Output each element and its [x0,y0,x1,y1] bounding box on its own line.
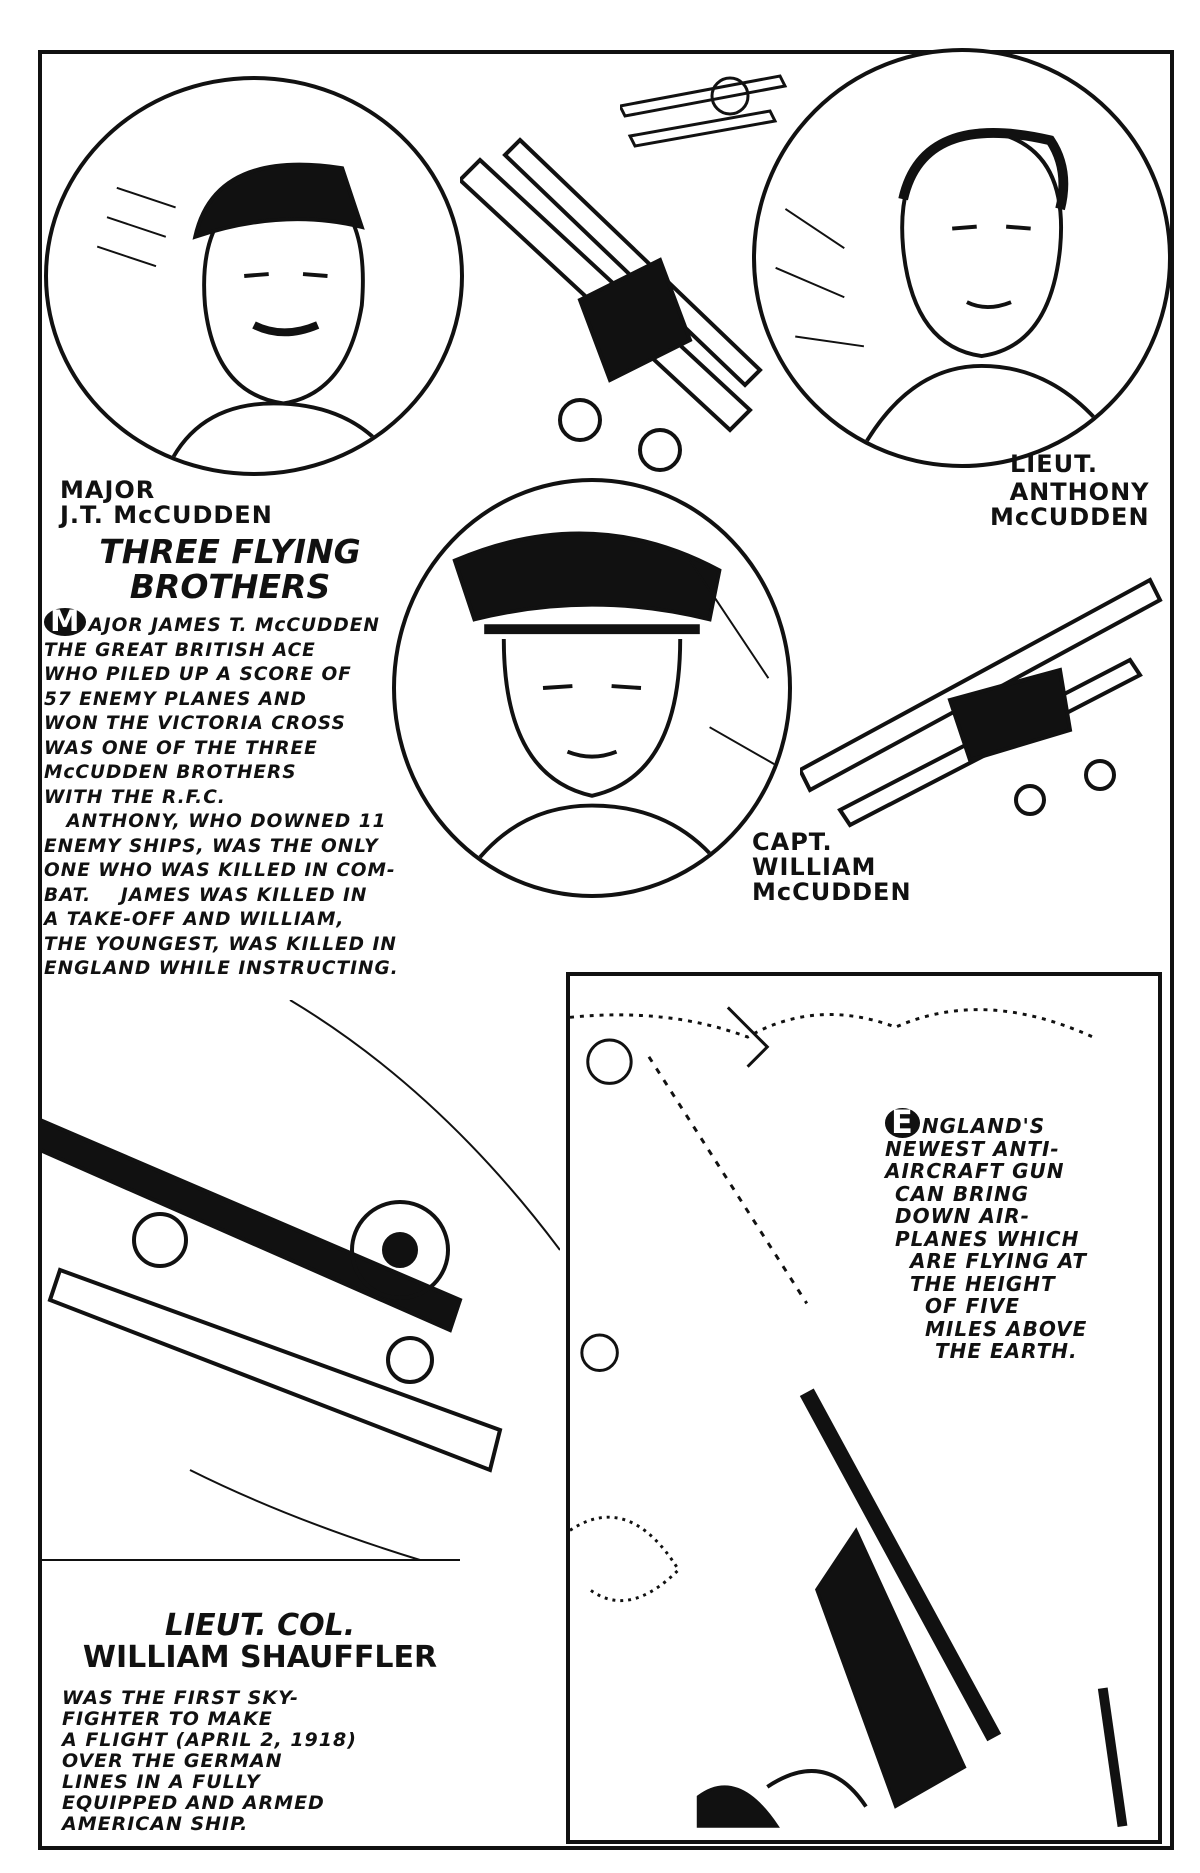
feature-line-9: ENEMY SHIPS, WAS THE ONLY [44,835,379,857]
feature-body [44,604,399,982]
feature-line-11: BAT. JAMES WAS KILLED IN [44,884,368,906]
portrait-william-mccudden [392,478,792,898]
feature-line-2: WHO PILED UP A SCORE OF [44,664,352,685]
shauffler-line-2: A FLIGHT (APRIL 2, 1918) [62,1729,357,1751]
peaked-cap-portrait-illustration [396,482,788,894]
aa-line-9: MILES ABOVE [925,1316,1088,1341]
shauffler-body [62,1688,357,1835]
biplane-icon [620,56,790,176]
biplane-illustration-right [800,560,1170,840]
shauffler-line-6: AMERICAN SHIP. [62,1813,249,1835]
major-name: J.T. McCUDDEN [60,501,273,530]
title-line1: THREE FLYING [99,532,361,571]
shauffler-line-1: FIGHTER TO MAKE [62,1708,273,1730]
feature-line-0: M AJOR JAMES T. McCUDDEN [44,608,399,639]
portrait-anthony-mccudden [752,48,1172,468]
aa-line-7: THE HEIGHT [910,1271,1056,1296]
feature-line-8: ANTHONY, WHO DOWNED 11 [44,811,387,832]
portrait-major-mccudden [44,76,464,476]
antiaircraft-gun-illustration [570,976,1158,1840]
feature-line-13: THE YOUNGEST, WAS KILLED IN [44,933,397,955]
aa-line-1: NEWEST ANTI- [885,1136,1060,1161]
aa-line-5: PLANES WHICH [895,1226,1080,1251]
feature-line-4: WON THE VICTORIA CROSS [44,713,346,734]
bareheaded-portrait-illustration [756,52,1168,464]
shauffler-line-4: LINES IN A FULLY [62,1771,261,1793]
shauffler-scene [40,1000,560,1600]
william-name-line1: WILLIAM [752,853,877,882]
biplane-illustration-small-top [620,56,790,176]
antiaircraft-body [885,1103,1088,1364]
aa-line-2: AIRCRAFT GUN [885,1159,1065,1184]
william-rank: CAPT. [752,828,833,856]
shauffler-title-line1: LIEUT. COL. [164,1608,356,1643]
three-flying-brothers-title [70,532,390,606]
biplane-icon [800,560,1170,840]
feature-line-5: WAS ONE OF THE THREE [44,737,318,759]
feature-line-1: THE GREAT BRITISH ACE [44,639,316,661]
biplane-icon [40,1000,560,1600]
major-rank: MAJOR [60,476,156,504]
shauffler-line-0: WAS THE FIRST SKY- [62,1687,299,1709]
aa-line-4: DOWN AIR- [895,1204,1030,1229]
dropcap-e: E [885,1108,920,1138]
feature-line-3: 57 ENEMY PLANES AND [44,688,307,710]
william-name-line2: McCUDDEN [752,878,912,907]
major-caption [60,478,273,528]
dropcap-m: M [44,608,86,636]
shauffler-line-5: EQUIPPED AND ARMED [62,1792,325,1814]
title-line2: BROTHERS [129,566,331,606]
officer-cap-portrait-illustration [48,80,460,472]
antiaircraft-panel [566,972,1162,1844]
aa-line-8: OF FIVE [925,1294,1020,1319]
feature-line-7: WITH THE R.F.C. [44,786,226,808]
aa-line-6: ARE FLYING AT [910,1249,1088,1274]
feature-line-6: McCUDDEN BROTHERS [44,762,297,783]
feature-line-14: ENGLAND WHILE INSTRUCTING. [44,958,399,979]
aa-line-10: THE EARTH. [935,1339,1078,1364]
shauffler-line-3: OVER THE GERMAN [62,1750,283,1772]
anthony-name-line2: McCUDDEN [990,503,1150,532]
anthony-rank: LIEUT. [1010,450,1098,478]
anthony-caption [1010,452,1098,477]
shauffler-title-line2: WILLIAM SHAUFFLER [82,1639,438,1675]
william-caption [752,830,912,906]
feature-line-12: A TAKE-OFF AND WILLIAM, [44,909,345,930]
anthony-name-block [990,480,1150,530]
aa-line-0: E NGLAND'S [885,1108,1087,1138]
aa-line-3: CAN BRING [895,1181,1030,1206]
shauffler-title [50,1610,470,1673]
feature-line-10: ONE WHO WAS KILLED IN COM- [44,860,396,881]
anthony-name-line1: ANTHONY [1009,478,1150,506]
